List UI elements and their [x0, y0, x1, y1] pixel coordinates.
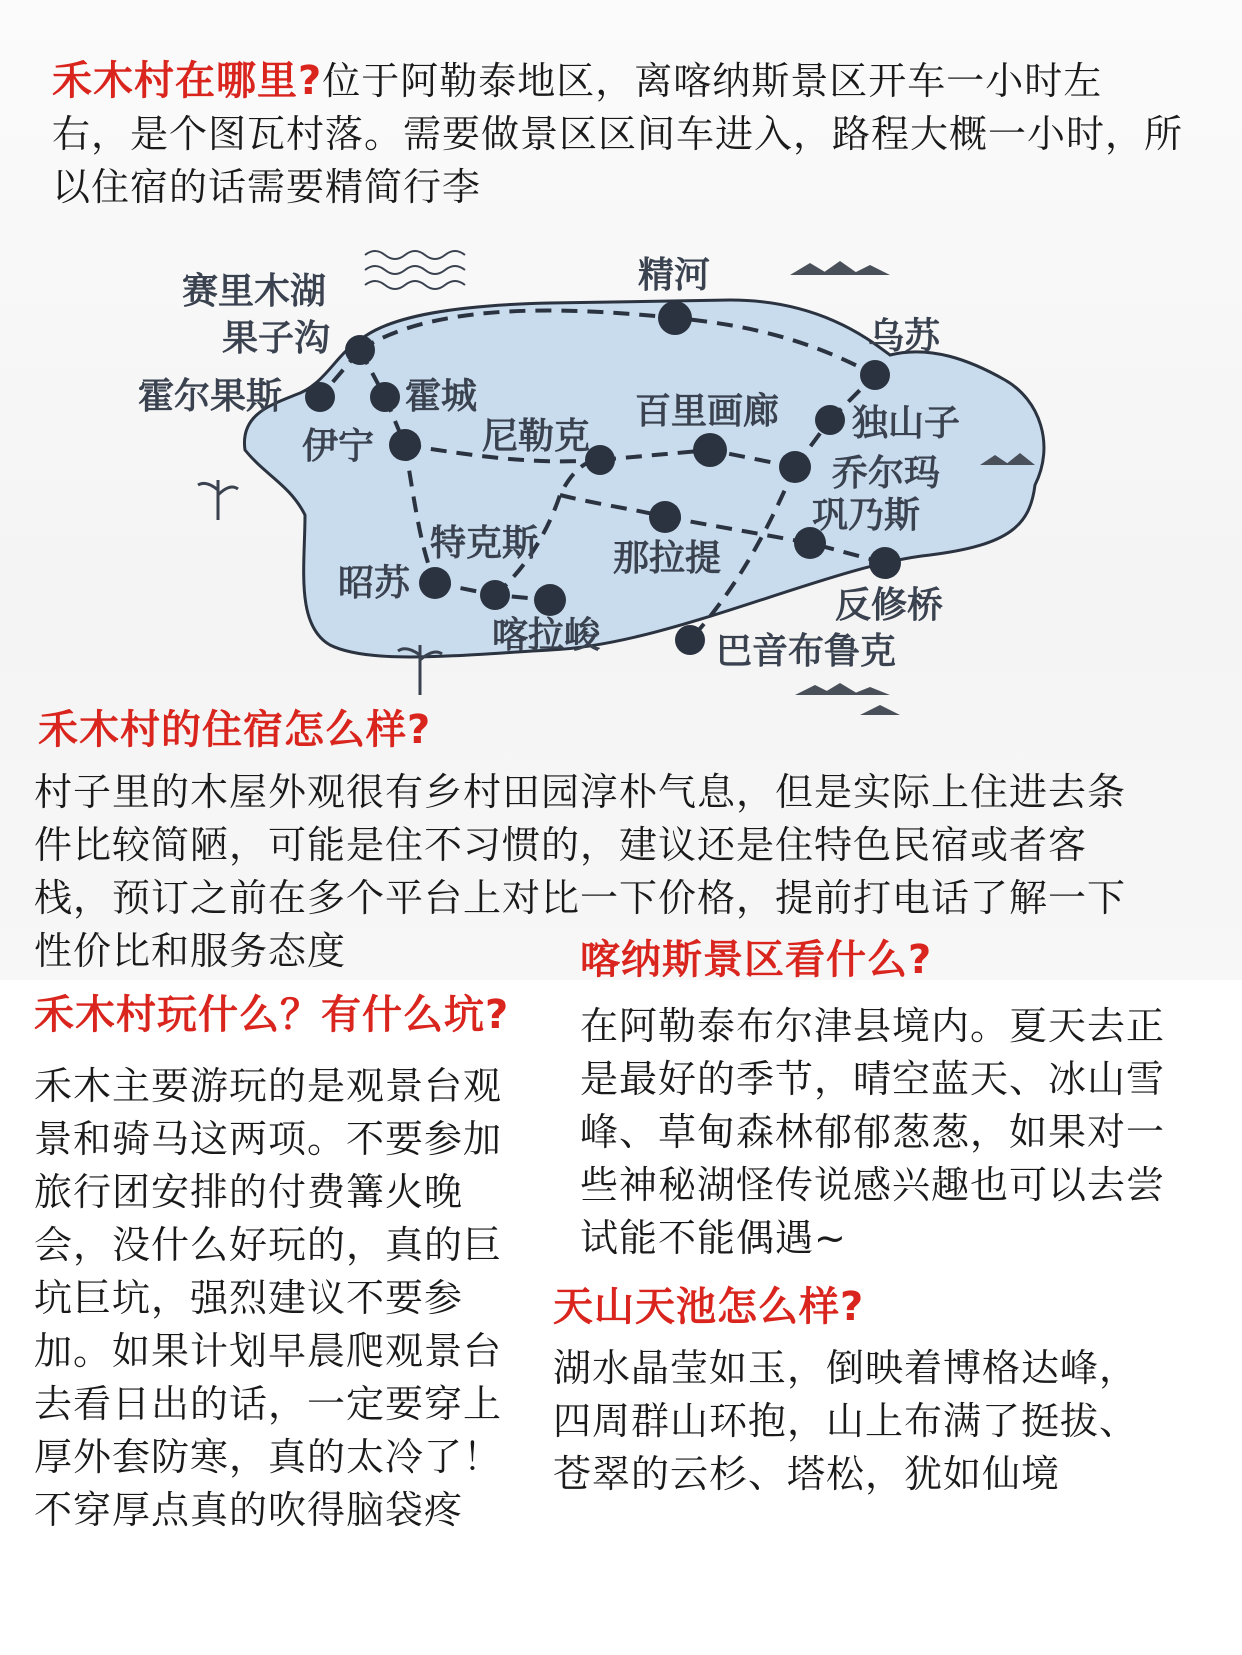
lake-waves-icon — [365, 251, 465, 289]
label-qiaoerma: 乔尔玛 — [832, 453, 941, 494]
map-dot-fanxiuqiao — [869, 547, 901, 579]
label-jinghe: 精河 — [638, 255, 711, 296]
map-dot-huocheng — [370, 382, 400, 412]
intro-section — [52, 55, 1232, 214]
lodging-line: 栈，预订之前在多个平台上对比一下价格，提前打电话了解一下 — [34, 876, 1127, 920]
map-dot-dushanzi — [815, 405, 845, 435]
lodging-line: 村子里的木屋外观很有乡村田园淳朴气息，但是实际上住进去条 — [34, 770, 1127, 814]
kanas-line: 些神秘湖怪传说感兴趣也可以去尝 — [580, 1163, 1166, 1207]
kanas-title: 喀纳斯景区看什么? — [580, 937, 933, 983]
map-dot-tekesi — [480, 580, 510, 610]
label-huocheng: 霍城 — [405, 376, 478, 417]
intro-title: 禾木村在哪里? — [52, 58, 323, 104]
play-title: 禾木村玩什么？有什么坑? — [34, 992, 510, 1038]
play-line: 会，没什么好玩的，真的巨 — [34, 1223, 503, 1267]
play-line: 旅行团安排的付费篝火晚 — [34, 1170, 464, 1214]
tianchi-body — [553, 1342, 1233, 1501]
play-line: 去看日出的话，一定要穿上 — [34, 1382, 503, 1426]
play-line: 坑巨坑，强烈建议不要参 — [34, 1276, 464, 1320]
map-dot-qiaoerma — [779, 451, 811, 483]
label-bayinbuluke: 巴音布鲁克 — [716, 631, 897, 672]
map-dot-guozigou — [345, 335, 375, 365]
lodging-line: 件比较简陋，可能是住不习惯的，建议还是住特色民宿或者客 — [34, 823, 1088, 867]
tianchi-line: 湖水晶莹如玉，倒映着博格达峰， — [553, 1346, 1139, 1390]
play-line: 禾木主要游玩的是观景台观 — [34, 1064, 503, 1108]
label-dushanzi: 独山子 — [852, 403, 961, 444]
tianchi-line: 四周群山环抱，山上布满了挺拔、 — [553, 1399, 1139, 1443]
label-yining: 伊宁 — [302, 426, 375, 467]
lodging-title: 禾木村的住宿怎么样? — [38, 707, 432, 753]
label-gongnaisi: 巩乃斯 — [812, 495, 921, 536]
kanas-line: 在阿勒泰布尔津县境内。夏天去正 — [580, 1004, 1166, 1048]
map-dot-bayinbuluke — [675, 625, 705, 655]
kanas-line: 试能不能偶遇~ — [580, 1216, 847, 1260]
map-dot-zhaosu — [419, 567, 451, 599]
label-wusu: 乌苏 — [868, 316, 941, 357]
label-sailimu: 赛里木湖 — [182, 271, 327, 312]
tianchi-title: 天山天池怎么样? — [553, 1284, 865, 1330]
map-dot-jinghe — [658, 301, 692, 335]
map-dot-kalajun — [534, 584, 566, 616]
intro-first-line — [52, 55, 1232, 108]
label-guozigou: 果子沟 — [222, 318, 331, 359]
play-line: 厚外套防寒，真的太冷了！ — [34, 1435, 503, 1479]
kanas-body — [580, 1000, 1230, 1265]
kanas-line: 是最好的季节，晴空蓝天、冰山雪 — [580, 1057, 1166, 1101]
play-body — [34, 1060, 544, 1537]
label-tekesi: 特克斯 — [430, 523, 539, 564]
map-dot-bailihualang — [693, 433, 727, 467]
play-line: 不穿厚点真的吹得脑袋疼 — [34, 1488, 464, 1532]
map-dot-nalati — [649, 501, 681, 533]
tianchi-line: 苍翠的云杉、塔松，犹如仙境 — [553, 1452, 1061, 1496]
play-line: 加。如果计划早晨爬观景台 — [34, 1329, 503, 1373]
map-dot-wusu — [860, 360, 890, 390]
label-huoerguosi: 霍尔果斯 — [138, 376, 283, 417]
label-nileke: 尼勒克 — [482, 416, 591, 457]
intro-line-3: 以住宿的话需要精简行李 — [52, 165, 482, 209]
label-kalajun: 喀拉峻 — [492, 615, 601, 656]
kanas-line: 峰、草甸森林郁郁葱葱，如果对一 — [580, 1110, 1166, 1154]
label-zhaosu: 昭苏 — [338, 563, 411, 604]
play-line: 景和骑马这两项。不要参加 — [34, 1117, 503, 1161]
route-map — [130, 245, 1130, 735]
label-fanxiuqiao: 反修桥 — [835, 585, 944, 626]
intro-line-1: 位于阿勒泰地区，离喀纳斯景区开车一小时左 — [322, 59, 1103, 103]
map-dot-yining — [389, 429, 421, 461]
label-nalati: 那拉提 — [613, 538, 722, 579]
lodging-line: 性价比和服务态度 — [34, 929, 347, 973]
intro-line-2: 右，是个图瓦村落。需要做景区区间车进入，路程大概一小时，所 — [52, 112, 1184, 156]
label-bailihualang: 百里画廊 — [635, 391, 780, 432]
map-dot-huoerguosi — [305, 382, 335, 412]
